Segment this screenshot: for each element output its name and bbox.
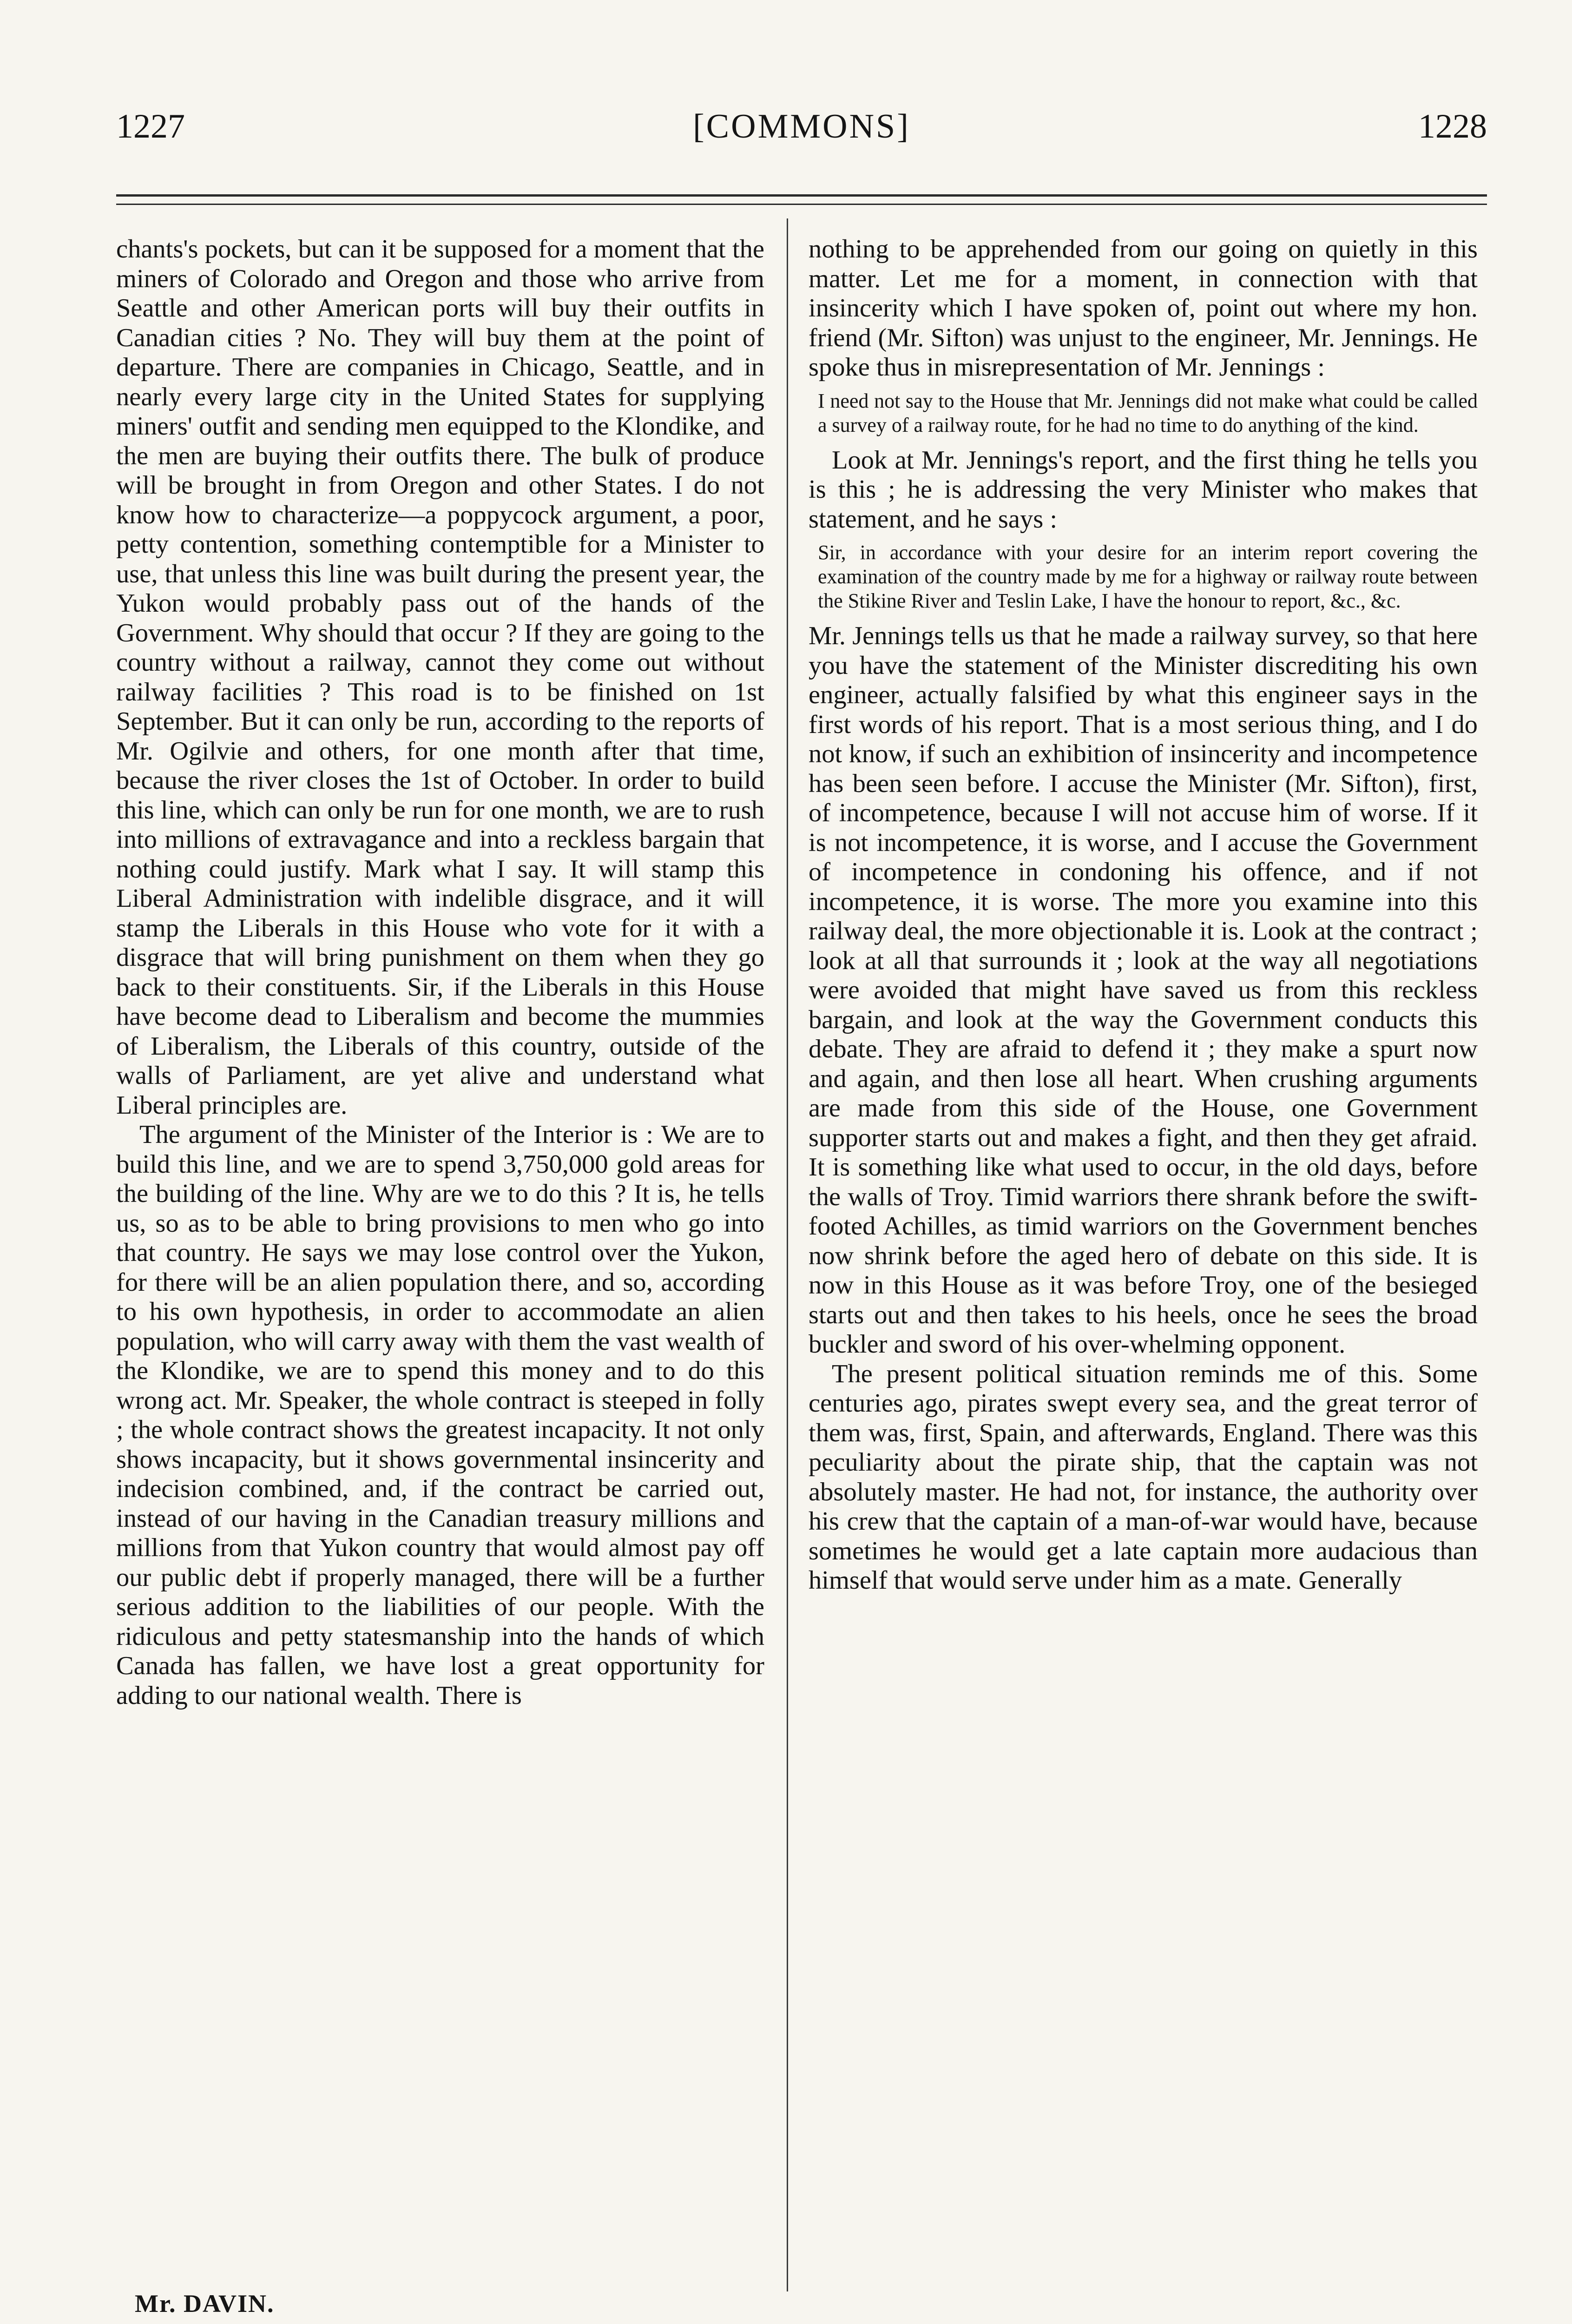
page-header <box>116 107 1487 163</box>
right-paragraph-3: Mr. Jennings tells us that he made a railway survey, so that here you have the statement of the Minister discrediting his own engineer, actually falsified by what this engineer says in the first words of his report. That is a most serious thing, and I do not know, if such an exhibition of insincerity and incompetence has been seen before. I accuse the Minister (Mr. Sifton), first, of incompetence, because I will not accuse him of worse. If it is not incompetence, it is worse, and I accuse the Government of incompetence in condoning his offence, and if not incompetence, it is worse. The more you examine into this railway deal, the more objectionable it is. Look at the contract ; look at all that surrounds it ; look at the way all negotiations were avoided that might have saved us from this reckless bargain, and look at the way the Government conducts this debate. They are afraid to defend it ; they make a spurt now and again, and then lose all heart. When crushing arguments are made from this side of the House, one Government supporter starts out and makes a fight, and then they get afraid. It is something like what used to occur, in the old days, before the walls of Troy. Timid warriors there shrank before the swift-footed Achilles, as timid warriors on the Government benches now shrink before the aged hero of debate on this side. It is now in this House as it was before Troy, one of the besieged starts out and then takes to his heels, once he sees the broad buckler and sword of his over-whelming opponent. <box>809 621 1478 1359</box>
right-paragraph-4: The present political situation reminds me of this. Some centuries ago, pirates swept every sea, and the great terror of them was, first, Spain, and afterwards, England. There was this peculiarity about the pirate ship, that the captain was not absolutely master. He had not, for instance, the authority over his crew that the captain of a man-of-war would have, because sometimes he would get a late captain more audacious than himself that would serve under him as a mate. Generally <box>809 1359 1478 1595</box>
right-column <box>809 235 1478 1596</box>
page-number-right: 1228 <box>1418 107 1487 145</box>
quote-sifton: I need not say to the House that Mr. Jennings did not make what could be called a survey of a railway route, for he had no time to do anything of the kind. <box>818 389 1478 436</box>
left-paragraph-1: chants's pockets, but can it be supposed for a moment that the miners of Colorado and Oregon and those who arrive from Seattle and other American ports will buy their outfits in Canadian cities ? No. They will buy them at the point of departure. There are companies in Chicago, Seattle, and in nearly every large city in the United States for supplying miners' outfit and sending men equipped to the Klondike, and the men are buying their outfits there. The bulk of produce will be brought in from Oregon and other States. I do not know how to characterize—a poppycock argument, a poor, petty contention, something contemptible for a Minister to use, that unless this line was built during the present year, the Yukon would probably pass out of the hands of the Government. Why should that occur ? If they are going to the country without a railway, cannot they come out without railway facilities ? This road is to be finished on 1st September. But it can only be run, according to the reports of Mr. Ogilvie and others, for one month after that time, because the river closes the 1st of October. In order to build this line, which can only be run for one month, we are to rush into millions of extravagance and into a reckless bargain that nothing could justify. Mark what I say. It will stamp this Liberal Administration with indelible disgrace, and it will stamp the Liberals in this House who vote for it with a disgrace that will bring punishment on them when they go back to their constituents. Sir, if the Liberals in this House have become dead to Liberalism and become the mummies of Liberalism, the Liberals of this country, outside of the walls of Parliament, are yet alive and understand what Liberal principles are. <box>116 235 764 1120</box>
right-paragraph-1: nothing to be apprehended from our going on quietly in this matter. Let me for a moment, in connection with that insincerity which I have spoken of, point out where my hon. friend (Mr. Sifton) was unjust to the engineer, Mr. Jennings. He spoke thus in misrepresentation of Mr. Jennings : <box>809 235 1478 382</box>
header-rule-bottom <box>116 204 1487 205</box>
right-paragraph-2: Look at Mr. Jennings's report, and the first thing he tells you is this ; he is addressing the very Minister who makes that statement, and he says : <box>809 445 1478 534</box>
quote-jennings-report: Sir, in accordance with your desire for an interim report covering the examination of the country made by me for a highway or railway route between the Stikine River and Teslin Lake, I have the honour to report, &c., &c. <box>818 541 1478 612</box>
running-title: [COMMONS] <box>693 107 910 145</box>
page-number-left: 1227 <box>116 107 185 145</box>
left-paragraph-2: The argument of the Minister of the Interior is : We are to build this line, and we are to spend 3,750,000 gold areas for the building of the line. Why are we to do this ? It is, he tells us, so as to be able to bring provisions to men who go into that country. He says we may lose control over the Yukon, for there will be an alien population there, and so, according to his own hypothesis, in order to accommodate an alien population, who will carry away with them the vast wealth of the Klondike, we are to spend this money and to do this wrong act. Mr. Speaker, the whole contract is steeped in folly ; the whole contract shows the greatest incapacity. It not only shows incapacity, but it shows governmental insincerity and indecision combined, and, if the contract be carried out, instead of our having in the Canadian treasury millions and millions from that Yukon country that would almost pay off our public debt if properly managed, there will be a further serious addition to the liabilities of our people. With the ridiculous and petty statesmanship into the hands of which Canada has fallen, we have lost a great opportunity for adding to our national wealth. There is <box>116 1120 764 1710</box>
column-divider <box>787 218 788 2291</box>
header-rule-top <box>116 194 1487 197</box>
left-column <box>116 235 764 1710</box>
speaker-name: Mr. DAVIN. <box>135 2290 275 2317</box>
